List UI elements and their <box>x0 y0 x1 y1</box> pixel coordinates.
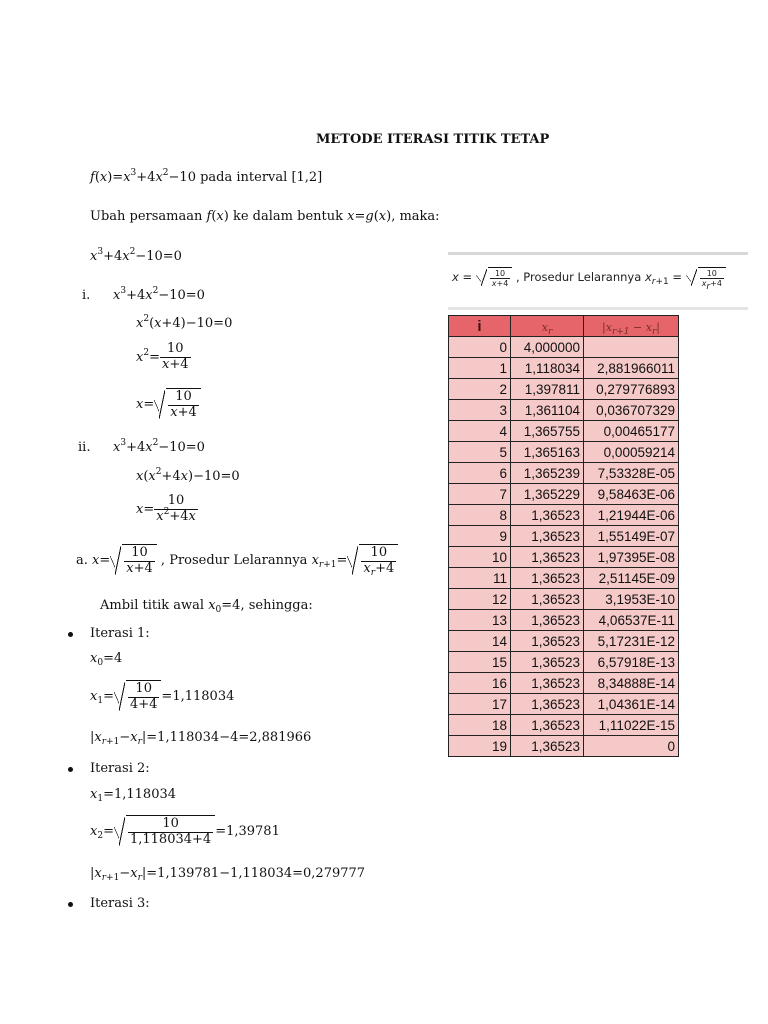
cell-xr: 1,36523 <box>511 610 584 631</box>
label-a: a. <box>76 552 88 568</box>
initial-point: Ambil titik awal $x_0=4$, sehingga: <box>100 598 313 615</box>
interval: [1,2] <box>291 170 323 185</box>
formula-strip-text: , Prosedur Lelarannya <box>515 270 642 285</box>
equation-base: $x^3+4x^2-10=0$ <box>90 247 182 264</box>
cell-i: 8 <box>449 505 511 526</box>
cell-i: 12 <box>449 589 511 610</box>
table-row <box>449 568 679 589</box>
cell-error: 0,00059214 <box>584 442 679 463</box>
procedure-line: a. x= $\frac{10}{x+4}$ , Prosedur Lelarannya $x_{r+1}=$ $\frac{10}{x_r+4}$ <box>76 544 398 577</box>
cell-error: 0,036707329 <box>584 400 679 421</box>
label-i: i. <box>82 288 91 303</box>
label-ii: ii. <box>78 440 91 455</box>
cell-i: 13 <box>449 610 511 631</box>
initial-point-a: Ambil titik awal <box>100 598 209 613</box>
x2-denominator: 1,118034+4 <box>129 831 212 847</box>
cell-error: 0,279776893 <box>584 379 679 400</box>
table-row <box>449 421 679 442</box>
cell-error: 1,55149E-07 <box>584 526 679 547</box>
cell-error: 9,58463E-06 <box>584 484 679 505</box>
cell-xr: 1,36523 <box>511 589 584 610</box>
header-xr: $x_r$ <box>511 316 584 337</box>
x1-result: 1,118034 <box>172 688 235 704</box>
equation-i-4: x= $\frac{10}{x+4}$ <box>136 388 201 421</box>
cell-error: 4,06537E-11 <box>584 610 679 631</box>
iterasi-2-x1: $x_1=1,118034$ <box>90 787 177 804</box>
cell-xr: 1,36523 <box>511 673 584 694</box>
cell-xr: 1,365239 <box>511 463 584 484</box>
cell-xr: 1,365755 <box>511 421 584 442</box>
cell-i: 14 <box>449 631 511 652</box>
instruction-part-a: Ubah persamaan <box>90 209 207 224</box>
cell-i: 15 <box>449 652 511 673</box>
cell-i: 4 <box>449 421 511 442</box>
cell-xr: 1,365229 <box>511 484 584 505</box>
cell-xr: 1,36523 <box>511 715 584 736</box>
cell-xr: 1,397811 <box>511 379 584 400</box>
cell-i: 2 <box>449 379 511 400</box>
cell-xr: 1,36523 <box>511 526 584 547</box>
table-row <box>449 379 679 400</box>
cell-xr: 1,361104 <box>511 400 584 421</box>
cell-i: 11 <box>449 568 511 589</box>
header-error: $|x_{r+1} - x_r|$ <box>584 316 679 337</box>
procedure-text: , Prosedur Lelarannya <box>156 552 312 568</box>
cell-i: 5 <box>449 442 511 463</box>
iterasi-2-x2: $x_2=$ $\frac{10}{1,118034+4}$ =1,39781 <box>90 816 280 847</box>
table-row <box>449 547 679 568</box>
cell-error: 1,21944E-06 <box>584 505 679 526</box>
x0-value: 4 <box>113 651 123 666</box>
cell-i: 7 <box>449 484 511 505</box>
instruction-part-c: , maka: <box>391 209 440 224</box>
equation-i-3: $x^2=$ $\frac{10}{x+4}$ <box>136 341 189 372</box>
table-row <box>449 652 679 673</box>
table-row <box>449 484 679 505</box>
header-i: i <box>449 316 511 337</box>
cell-xr: 1,36523 <box>511 568 584 589</box>
cell-xr: 4,000000 <box>511 337 584 358</box>
iterasi-2-error: $|x_{r+1}-x_r|=1,139781-1,118034=0,279777$ <box>90 866 366 883</box>
bullet-icon <box>68 767 73 772</box>
table-header-row <box>449 316 679 337</box>
cell-xr: 1,36523 <box>511 694 584 715</box>
cell-i: 17 <box>449 694 511 715</box>
cell-i: 19 <box>449 736 511 757</box>
iterasi-1-x0: $x_0=4$ <box>90 651 123 668</box>
equation-ii-1: $x^3+4x^2-10=0$ <box>113 438 205 455</box>
iterasi-1-error: $|x_{r+1}-x_r|=1,118034-4=2,881966$ <box>90 730 312 747</box>
cell-error: 2,51145E-09 <box>584 568 679 589</box>
cell-error: 3,1953E-10 <box>584 589 679 610</box>
table-row <box>449 673 679 694</box>
cell-error: 7,53328E-05 <box>584 463 679 484</box>
table-row <box>449 631 679 652</box>
table-row <box>449 715 679 736</box>
table-row <box>449 736 679 757</box>
error-1: 1,118034−4=2,881966 <box>157 730 312 745</box>
bullet-icon <box>68 902 73 907</box>
table-row <box>449 589 679 610</box>
cell-i: 1 <box>449 358 511 379</box>
function-tail: pada interval <box>195 170 292 185</box>
table-row <box>449 337 679 358</box>
table-row <box>449 463 679 484</box>
cell-xr: 1,36523 <box>511 505 584 526</box>
cell-i: 0 <box>449 337 511 358</box>
cell-i: 6 <box>449 463 511 484</box>
iteration-table <box>448 315 679 757</box>
x1-value: 1,118034 <box>113 787 177 802</box>
table-row <box>449 400 679 421</box>
iterasi-1-x1: $x_1=$ $\frac{10}{4+4}$ =1,118034 <box>90 681 235 712</box>
cell-error: 1,11022E-15 <box>584 715 679 736</box>
cell-error: 5,17231E-12 <box>584 631 679 652</box>
equation-i-1: $x^3+4x^2-10=0$ <box>113 286 205 303</box>
cell-xr: 1,36523 <box>511 652 584 673</box>
table-row <box>449 505 679 526</box>
page-title: METODE ITERASI TITIK TETAP <box>316 132 550 147</box>
cell-i: 3 <box>449 400 511 421</box>
cell-error: 0,00465177 <box>584 421 679 442</box>
iterasi-3-heading: Iterasi 3: <box>90 896 150 911</box>
instruction-text: Ubah persamaan f(x) ke dalam bentuk x=g(x), maka: <box>90 209 440 224</box>
function-definition: $f(x)=x^3+4x^2-10$ pada interval [1,2] <box>90 168 323 185</box>
instruction-part-b: ke dalam bentuk <box>228 209 348 224</box>
iterasi-1-heading: Iterasi 1: <box>90 626 150 641</box>
table-row <box>449 526 679 547</box>
cell-i: 10 <box>449 547 511 568</box>
cell-xr: 1,36523 <box>511 547 584 568</box>
cell-error: 2,881966011 <box>584 358 679 379</box>
table-row <box>449 442 679 463</box>
cell-error: 1,04361E-14 <box>584 694 679 715</box>
formula-strip-image: x = $\frac{10}{x+4}$ , Prosedur Lelarannya $x_{r+1}$ = $\frac{10}{x_r+4}$ <box>448 252 748 310</box>
equation-ii-3: x= $\frac{10}{x^2+4x}$ <box>136 493 196 524</box>
error-2: 1,139781−1,118034=0,279777 <box>157 866 366 881</box>
bullet-icon <box>68 632 73 637</box>
cell-i: 9 <box>449 526 511 547</box>
iterasi-2-heading: Iterasi 2: <box>90 761 150 776</box>
table-row <box>449 694 679 715</box>
cell-error: 1,97395E-08 <box>584 547 679 568</box>
table-row <box>449 610 679 631</box>
initial-point-b: , sehingga: <box>240 598 313 613</box>
cell-xr: 1,36523 <box>511 736 584 757</box>
table-row <box>449 358 679 379</box>
cell-i: 18 <box>449 715 511 736</box>
cell-xr: 1,365163 <box>511 442 584 463</box>
cell-i: 16 <box>449 673 511 694</box>
x2-result: 1,39781 <box>226 823 280 839</box>
cell-xr: 1,118034 <box>511 358 584 379</box>
cell-error: 6,57918E-13 <box>584 652 679 673</box>
equation-ii-2: $x(x^2+4x)-10=0$ <box>136 467 240 484</box>
cell-error: 0 <box>584 736 679 757</box>
cell-xr: 1,36523 <box>511 631 584 652</box>
cell-error <box>584 337 679 358</box>
equation-i-2: $x^2(x+4)-10=0$ <box>136 314 233 331</box>
cell-error: 8,34888E-14 <box>584 673 679 694</box>
